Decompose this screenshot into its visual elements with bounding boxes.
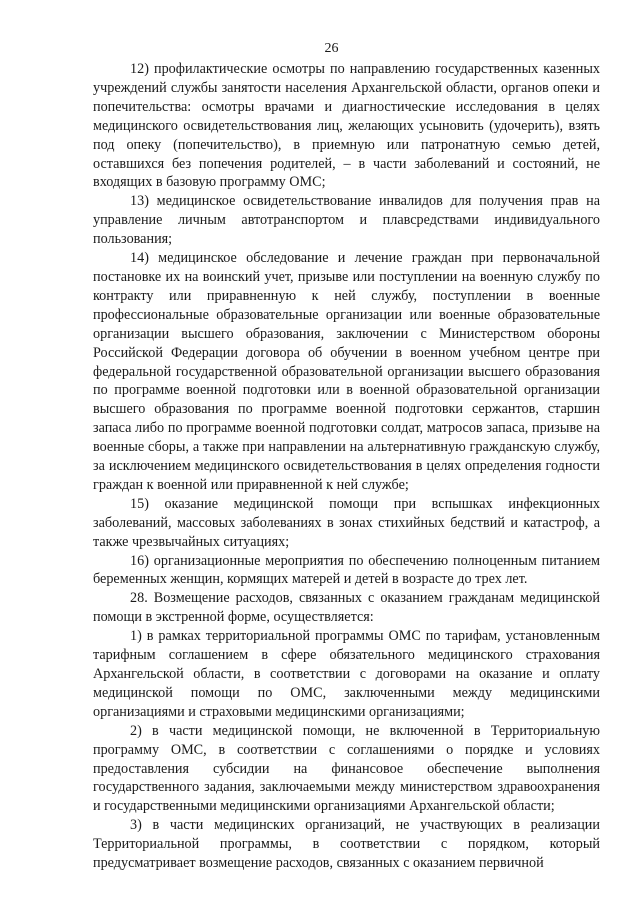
paragraph-item-15: 15) оказание медицинской помощи при вспышках инфекционных заболеваний, массовых заболеваниях в зонах стихийных бедствий и катастроф, а также чрезвычайных ситуациях; (93, 495, 600, 550)
paragraph-item-16: 16) организационные мероприятия по обеспечению полноценным питанием беременных женщин, кормящих матерей и детей в возрасте до трех лет. (93, 552, 600, 588)
paragraph-subitem-2: 2) в части медицинской помощи, не включенной в Территориальную программу ОМС, в соответствии с соглашениями о порядке и условиях предоставления субсидии на финансовое обеспечение выполнения государственного задания, заключаемыми между министерством здравоохранения и государственными медицинскими организациями Архангельской области; (93, 722, 600, 815)
paragraph-item-14: 14) медицинское обследование и лечение граждан при первоначальной постановке их на воинский учет, призыве или поступлении на военную службу по контракту или приравненную к ней службу, поступлении в военные профессиональные образовательные организации или военные образовательные организации высшего образования, заключении с Министерством обороны Российской Федерации договора об обучении в военном учебном центре при федеральной государственной образовательной организации высшего образования по программе военной подготовки или в военной образовательной организации высшего образования по программе военной подготовки сержантов, старшин запаса либо по программе военной подготовки солдат, матросов запаса, призыве на военные сборы, а также при направлении на альтернативную гражданскую службу, за исключением медицинского освидетельствования в целях определения годности граждан к военной или приравненной к ней службе; (93, 250, 600, 493)
paragraph-item-12: 12) профилактические осмотры по направлению государственных казенных учреждений службы занятости населения Архангельской области, органов опеки и попечительства: осмотры врачами и диагностические исследования в целях медицинского освидетельствования лиц, желающих усыновить (удочерить), взять под опеку (попечительство), в приемную или патронатную семью детей, оставшихся без попечения родителей, – в части заболеваний и состояний, не входящих в базовую программу ОМС; (93, 61, 600, 191)
page-number: 26 (324, 41, 339, 56)
paragraph-section-28: 28. Возмещение расходов, связанных с оказанием гражданам медицинской помощи в экстренной форме, осуществляется: (93, 590, 600, 626)
paragraph-item-13: 13) медицинское освидетельствование инвалидов для получения прав на управление личным автотранспортом и плавсредствами индивидуального пользования; (93, 193, 600, 248)
paragraph-subitem-1: 1) в рамках территориальной программы ОМС по тарифам, установленным тарифным соглашением в сфере обязательного медицинского страхования Архангельской области, в соответствии с договорами на оказание и оплату медицинской помощи по ОМС, заключенными между медицинскими организациями и страховыми медицинскими организациями; (93, 628, 600, 720)
paragraph-subitem-3: 3) в части медицинских организаций, не участвующих в реализации Территориальной программы, в соответствии с порядком, который предусматривает возмещение расходов, связанных с оказанием первичной (93, 817, 600, 872)
